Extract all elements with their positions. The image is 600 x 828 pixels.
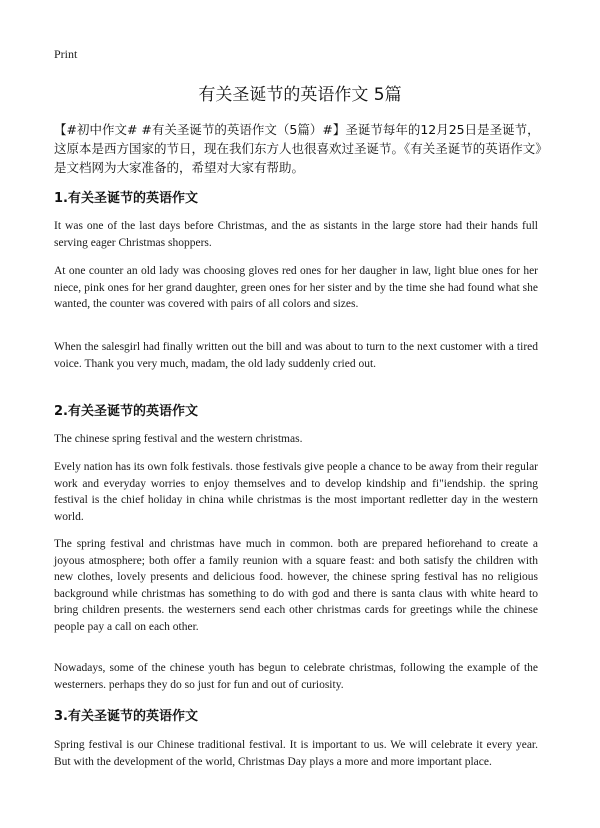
intro-paragraph: 【#初中作文# #有关圣诞节的英语作文（5篇）#】圣诞节每年的12月25日是圣诞节，这原本是西方国家的节日，现在我们东方人也很喜欢过圣诞节。《有关圣诞节的英语作文》是文档网为大家准备的，希望对大家有帮助。: [54, 122, 548, 175]
page-title: 有关圣诞节的英语作文 5篇: [198, 85, 402, 105]
section-1-heading: 1.有关圣诞节的英语作文: [54, 191, 198, 206]
section-2-paragraph-4: Nowadays, some of the chinese youth has begun to celebrate christmas, following the example of the westerners. perhaps they do so just for fun and out of curiosity.: [54, 662, 538, 691]
section-2-heading: 2.有关圣诞节的英语作文: [54, 404, 198, 419]
section-1-paragraph-2: At one counter an old lady was choosing gloves red ones for her daugher in law, light blue ones for her niece, pink ones for her grand daughter, green ones for her sister and by the time she had found what she wanted, the counter was covered with pairs of all colors and sizes.: [54, 265, 538, 310]
section-1-paragraph-1: It was one of the last days before Christmas, and the as sistants in the large store had their hands full serving eager Christmas shoppers.: [54, 220, 538, 249]
section-3-heading: 3.有关圣诞节的英语作文: [54, 709, 198, 724]
section-2-paragraph-2: Evely nation has its own folk festivals. those festivals give people a chance to be away from their regular work and everyday worries to enjoy themselves and to develop kindship and fi"iendship. the spring festival is the chief holiday in china while christmas is the most important redletter day in the western world.: [54, 461, 538, 523]
section-3-paragraph-1: Spring festival is our Chinese traditional festival. It is important to us. We will celebrate it every year. But with the development of the world, Christmas Day plays a more and more important place.: [54, 739, 538, 768]
section-1-paragraph-3: When the salesgirl had finally written out the bill and was about to turn to the next customer with a tired voice. Thank you very much, madam, the old lady suddenly cried out.: [54, 341, 538, 370]
print-link[interactable]: Print: [54, 47, 78, 61]
section-2-paragraph-1: The chinese spring festival and the western christmas.: [54, 433, 303, 445]
section-2-paragraph-3: The spring festival and christmas have much in common. both are prepared hefiorehand to create a joyous atmosphere; both offer a family reunion with a square feast: and both satisfy the children with new clothes, lovely presents and delicious food. however, the chinese spring festival has no religious background while christmas has something to do with god and there is santa claus with white heard to bring children presents. the westerners send each other christmas cards for greetings while the chinese people pay a call on each other.: [54, 538, 538, 633]
